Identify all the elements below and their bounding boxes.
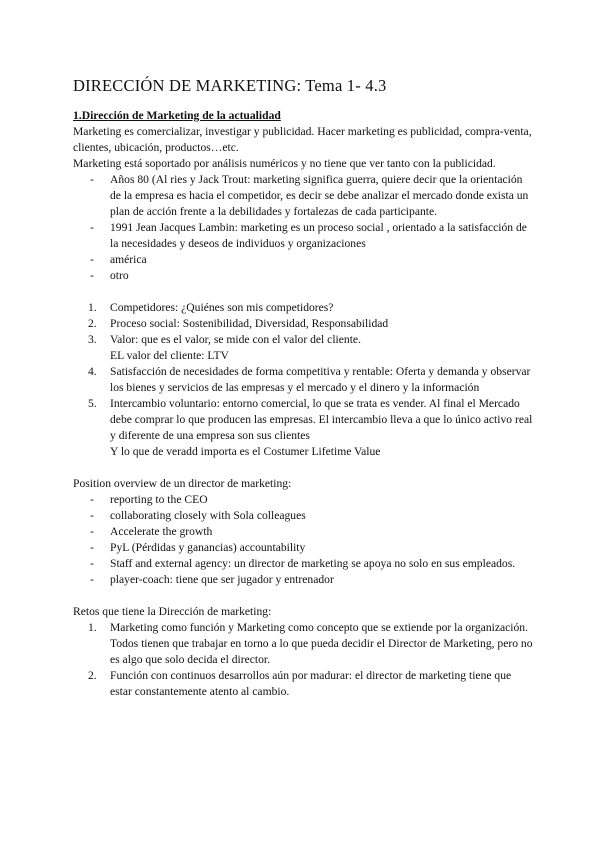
bullet-dash: - [90, 525, 94, 538]
bullet-dash: - [90, 541, 94, 554]
list-item-text: otro [110, 269, 129, 282]
bullet-list [73, 172, 533, 284]
item-number: 1. [88, 621, 97, 634]
bullet-dash: - [90, 253, 94, 266]
bullet-dash: - [90, 173, 94, 186]
numbered-item [73, 332, 533, 364]
list-item-text: Staff and external agency: un director de marketing se apoya no solo en sus empleados. [110, 557, 516, 570]
item-number: 1. [88, 301, 97, 314]
section-heading-1: 1.Dirección de Marketing de la actualidad [73, 109, 281, 122]
spacer [73, 284, 533, 300]
item-text: Valor: que es el valor, se mide con el valor del cliente. [110, 333, 361, 346]
item-text: Proceso social: Sostenibilidad, Diversidad, Responsabilidad [110, 317, 389, 330]
list-item-text: 1991 Jean Jacques Lambin: marketing es un proceso social , orientado a la satisfacción de la necesidades y deseos de individuos y organizaciones [110, 221, 527, 250]
list-item [73, 524, 533, 540]
item-text: Satisfacción de necesidades de forma competitiva y rentable: Oferta y demanda y observar los bienes y servicios de las empresas y el mercado y el dinero y la información [110, 365, 531, 394]
bullet-dash: - [90, 221, 94, 234]
bullet-dash: - [90, 509, 94, 522]
list-item-text: américa [110, 253, 147, 266]
item-text: Marketing como función y Marketing como concepto que se extiende por la organización. [110, 621, 528, 634]
list-item-text: PyL (Pérdidas y ganancias) accountability [110, 541, 306, 554]
list-item-text: Años 80 (Al ries y Jack Trout: marketing significa guerra, quiere decir que la orientación de la empresa es hacia el competidor, es decir se debe analizar el mercado donde exista un plan de acción frente a la debilidades y fortalezas de cada participante. [110, 173, 529, 218]
spacer [73, 460, 533, 476]
list-item [73, 252, 533, 268]
item-number: 4. [88, 365, 97, 378]
item-text: Competidores: ¿Quiénes son mis competidores? [110, 301, 334, 314]
list-item [73, 572, 533, 588]
list-item-text: reporting to the CEO [110, 493, 208, 506]
numbered-item [73, 620, 533, 668]
page-title: DIRECCIÓN DE MARKETING: Tema 1- 4.3 [73, 76, 387, 95]
numbered-item [73, 364, 533, 396]
item-extra-text: Y lo que de veradd importa es el Costumer Lifetime Value [110, 445, 381, 458]
item-number: 5. [88, 397, 97, 410]
bullet-dash: - [90, 493, 94, 506]
bullet-dash: - [90, 269, 94, 282]
list-item [73, 268, 533, 284]
list-item [73, 556, 533, 572]
item-text: Intercambio voluntario: entorno comercial, lo que se trata es vender. Al final el Mercado debe comprar lo que producen las empresas. El intercambio lleva a que lo único activo real y diferente de una empresa son sus clientes [110, 397, 533, 442]
item-number: 2. [88, 317, 97, 330]
paragraph: Marketing es comercializar, investigar y publicidad. Hacer marketing es publicidad, compra-venta, clientes, ubicación, productos…etc. [73, 125, 532, 154]
list-item [73, 220, 533, 252]
list-item [73, 508, 533, 524]
numbered-item [73, 668, 533, 700]
bullet-list [73, 492, 533, 588]
item-number: 3. [88, 333, 97, 346]
list-item [73, 492, 533, 508]
list-item-text: collaborating closely with Sola colleagues [110, 509, 306, 522]
section-heading-3: Retos que tiene la Dirección de marketing: [73, 605, 272, 618]
numbered-item [73, 396, 533, 460]
paragraph: Marketing está soportado por análisis numéricos y no tiene que ver tanto con la publicidad. [73, 157, 496, 170]
item-extra-text: EL valor del cliente: LTV [110, 349, 229, 362]
document-body [73, 108, 533, 700]
spacer [73, 588, 533, 604]
list-item [73, 172, 533, 220]
bullet-dash: - [90, 573, 94, 586]
list-item [73, 540, 533, 556]
numbered-item [73, 316, 533, 332]
list-item-text: player-coach: tiene que ser jugador y entrenador [110, 573, 334, 586]
item-extra-text: Todos tienen que trabajar en torno a lo que pueda decidir el Director de Marketing, pero no es algo que solo decida el director. [110, 637, 533, 666]
numbered-item [73, 300, 533, 316]
list-item-text: Accelerate the growth [110, 525, 213, 538]
bullet-dash: - [90, 557, 94, 570]
section-heading-2: Position overview de un director de marketing: [73, 477, 292, 490]
item-text: Función con continuos desarrollos aún por madurar: el director de marketing tiene que estar constantemente atento al cambio. [110, 669, 512, 698]
item-number: 2. [88, 669, 97, 682]
numbered-list [73, 620, 533, 700]
numbered-list [73, 300, 533, 460]
